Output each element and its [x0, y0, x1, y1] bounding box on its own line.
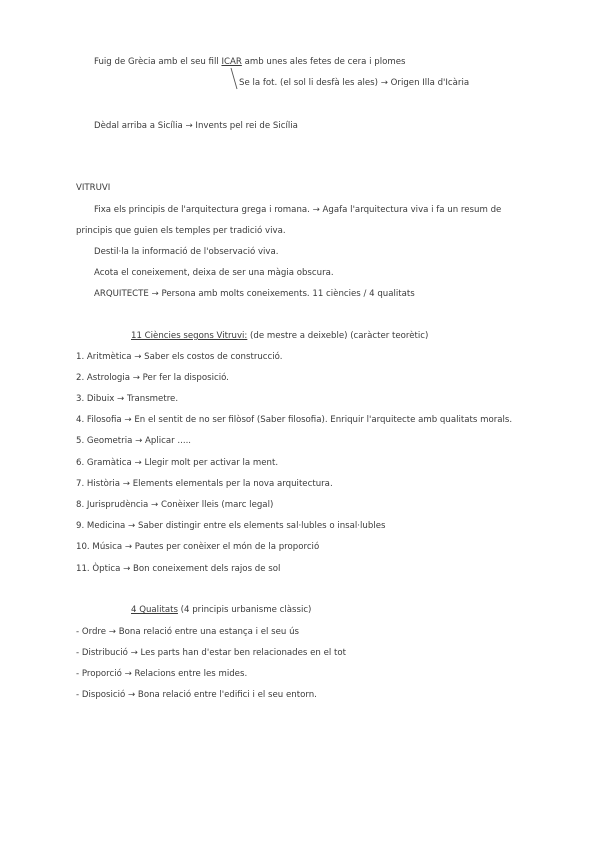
- vitruvi-line-1: Fixa els principis de l'arquitectura grega i romana. → Agafa l'arquitectura viva i fa un resum de: [94, 205, 502, 215]
- sciences-note: (de mestre a deixeble) (caràcter teorètic): [247, 331, 429, 341]
- quality-item: - Distribució → Les parts han d'estar ben relacionades en el tot: [76, 648, 346, 658]
- quality-item: - Disposició → Bona relació entre l'edifici i el seu entorn.: [76, 690, 317, 700]
- line-icar: [94, 57, 406, 68]
- line-dedal: Dèdal arriba a Sicília → Invents pel rei de Sicília: [94, 121, 298, 131]
- science-item: 9. Medicina → Saber distingir entre els elements sal·lubles o insal·lubles: [76, 521, 386, 531]
- science-item: 3. Dibuix → Transmetre.: [76, 394, 179, 404]
- science-item: 11. Òptica → Bon coneixement dels rajos de sol: [76, 564, 281, 574]
- vitruvi-line-2: Destil·la la informació de l'observació viva.: [94, 247, 279, 257]
- science-item: 8. Jurisprudència → Conèixer lleis (marc legal): [76, 500, 274, 510]
- science-item: 2. Astrologia → Per fer la disposició.: [76, 373, 229, 383]
- line-icar-post: amb unes ales fetes de cera i plomes: [241, 57, 406, 67]
- science-item: 5. Geometria → Aplicar .....: [76, 436, 192, 446]
- qualities-note: (4 principis urbanisme clàssic): [177, 605, 312, 615]
- qualities-title: 4 Qualitats: [131, 605, 178, 615]
- line-icar-fall: Se la fot. (el sol li desfà les ales) → Origen Illa d'Icària: [239, 78, 470, 88]
- qualities-title-line: [131, 605, 311, 616]
- science-item: 1. Aritmètica → Saber els costos de construcció.: [76, 352, 283, 362]
- quality-item: - Proporció → Relacions entre les mides.: [76, 669, 248, 679]
- science-item: 10. Música → Pautes per conèixer el món de la proporció: [76, 542, 320, 552]
- vitruvi-heading: VITRUVI: [76, 183, 111, 193]
- science-item: 6. Gramàtica → Llegir molt per activar la ment.: [76, 458, 279, 468]
- sciences-title-line: [131, 331, 428, 342]
- line-icar-pre: Fuig de Grècia amb el seu fill: [94, 57, 222, 67]
- vitruvi-line-1b: principis que guien els temples per tradició viva.: [76, 226, 286, 236]
- vitruvi-line-3: Acota el coneixement, deixa de ser una màgia obscura.: [94, 268, 334, 278]
- science-item: 4. Filosofia → En el sentit de no ser filòsof (Saber filosofia). Enriquir l'arquitecte amb qualitats morals.: [76, 415, 513, 425]
- icar-underlined: ICAR: [221, 57, 242, 67]
- vitruvi-line-4: ARQUITECTE → Persona amb molts coneixements. 11 ciències / 4 qualitats: [94, 289, 415, 299]
- science-item: 7. Història → Elements elementals per la nova arquitectura.: [76, 479, 333, 489]
- quality-item: - Ordre → Bona relació entre una estança i el seu ús: [76, 627, 300, 637]
- sciences-title: 11 Ciències segons Vitruvi:: [131, 331, 248, 341]
